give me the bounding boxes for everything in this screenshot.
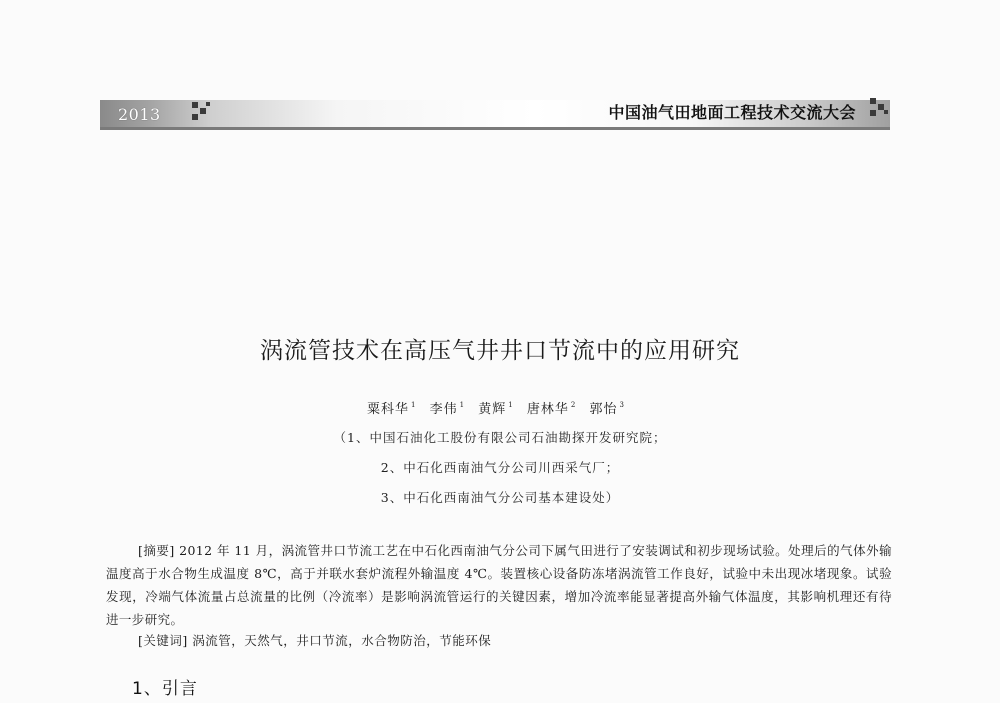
author-mark: 1 <box>459 401 466 409</box>
header-dots-left-icon <box>192 102 216 124</box>
affiliation-1: （1、中国石油化工股份有限公司石油勘探开发研究院； <box>333 430 667 445</box>
author-mark: 1 <box>508 401 514 409</box>
running-header <box>100 96 890 132</box>
author-mark: 1 <box>411 401 417 409</box>
abstract: [摘要] 2012 年 11 月，涡流管井口节流工艺在中石化西南油气分公司下属气田进行了安装调试和初步现场试验。处理后的气体外输温度高于水合物生成温度 8℃，高于并联水套炉流程外输温度 4℃。装置核心设备防冻堵涡流管工作良好，试验中未出现冰堵现象。试验发现，冷端气体流量占总流量的比例（冷流率）是影响涡流管运行的关键因素，增加冷流率能显著提高外输气体温度，其影响机理还有待进一步研究。 <box>106 543 892 627</box>
author-mark: 3 <box>619 401 625 409</box>
affiliation-2: 2、中石化西南油气分公司川西采气厂； <box>380 460 620 475</box>
author-name: 粟科华 <box>367 402 410 417</box>
keywords: [关键词] 涡流管，天然气，井口节流，水合物防治，节能环保 <box>138 633 492 648</box>
paper-title: 涡流管技术在高压气井井口节流中的应用研究 <box>260 338 740 364</box>
author-mark: 2 <box>570 401 577 409</box>
header-dots-right-icon <box>870 98 892 120</box>
author-name: 郭怡 <box>589 402 618 417</box>
author-list <box>0 398 1000 417</box>
author-name: 唐林华 <box>526 402 569 417</box>
header-year: 2013 <box>118 105 161 124</box>
section-heading-introduction: 1、引言 <box>132 679 198 699</box>
header-conference-title: 中国油气田地面工程技术交流大会 <box>608 103 856 122</box>
author-name: 李伟 <box>429 402 458 417</box>
affiliation-3: 3、中石化西南油气分公司基本建设处） <box>380 490 620 505</box>
author-name: 黄辉 <box>478 402 507 417</box>
